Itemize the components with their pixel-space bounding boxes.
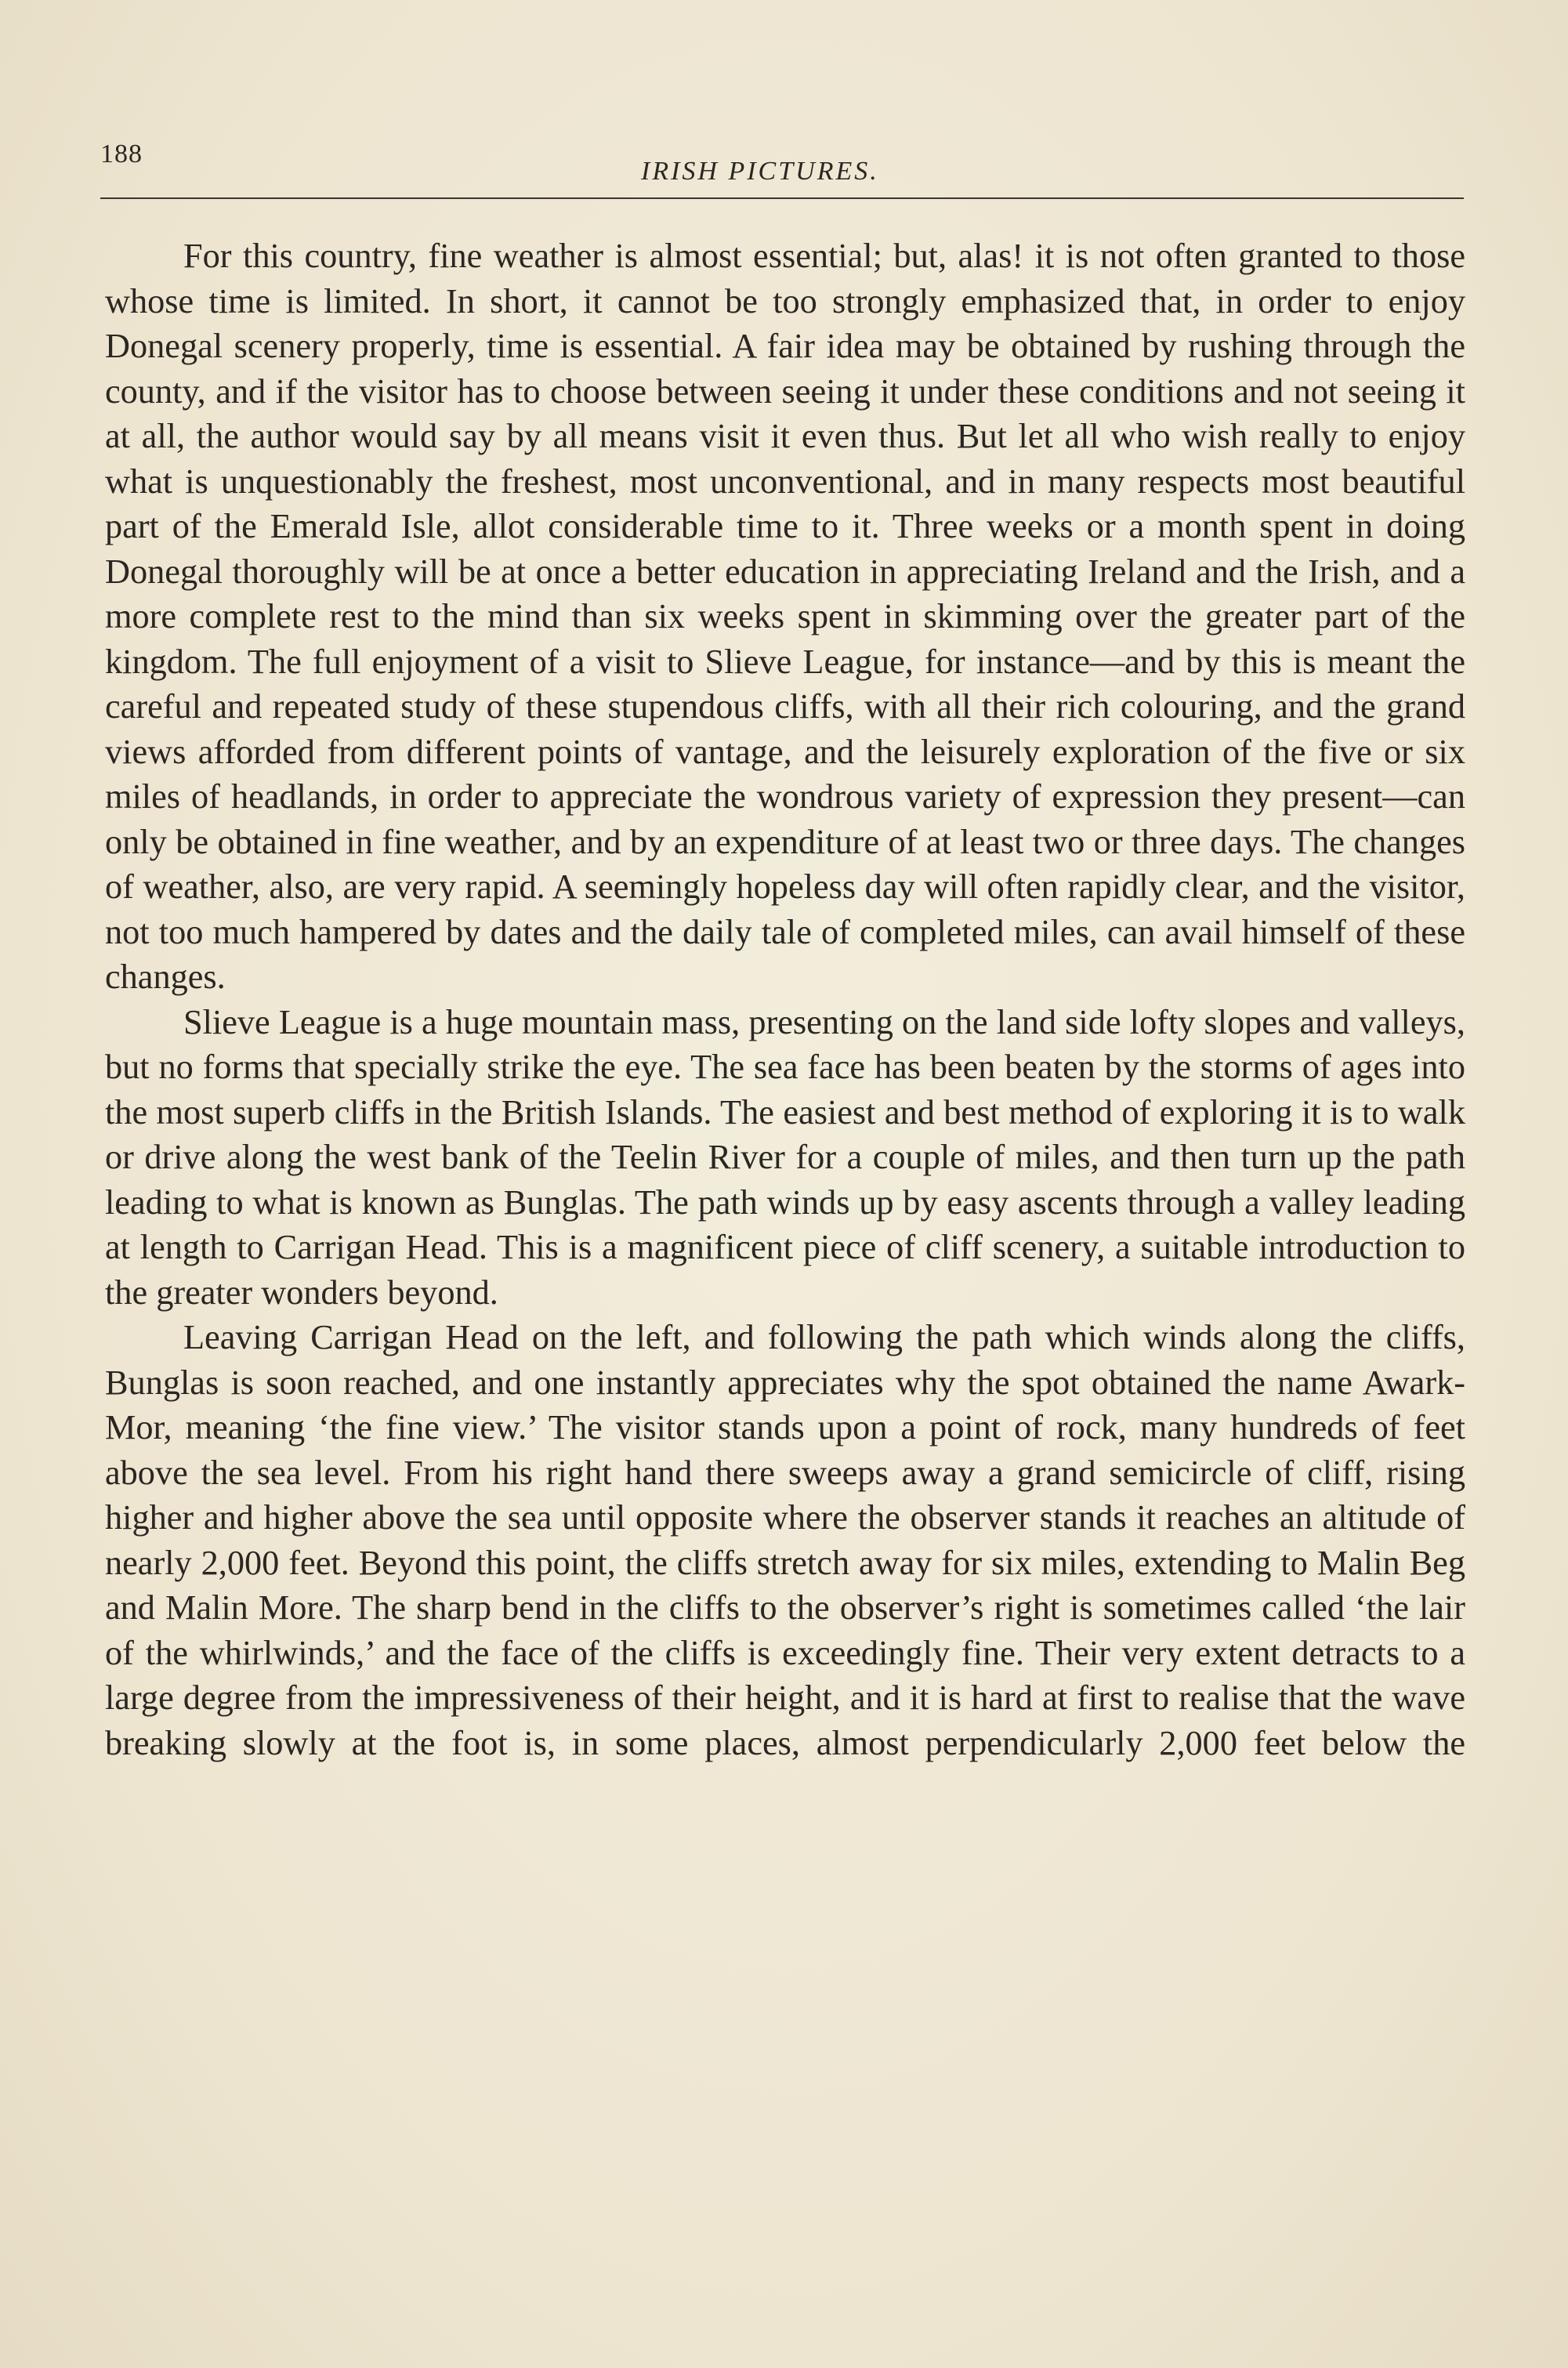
paragraph-carrigan-head: Leaving Carrigan Head on the left, and following the path which winds along the cliffs, Bunglas is soon reached, and one instantly appreciates why the spot obtained the name Awark-Mor, meaning ‘the fine view.’ The visitor stands upon a point of rock, many hundreds of feet above the sea level. From his right hand there sweeps away a grand semicircle of cliff, rising higher and higher above the sea until opposite where the observer stands it reaches an altitude of nearly 2,000 feet. Beyond this point, the cliffs stretch away for six miles, extending to Malin Beg and Malin More. The sharp bend in the cliffs to the observer’s right is sometimes called ‘the lair of the whirlwinds,’ and the face of the cliffs is exceedingly fine. Their very extent detracts to a large degree from the impressiveness of their height, and it is hard at first to realise that the wave breaking slowly at the foot is, in some places, almost perpendicularly 2,000 feet below the: [105, 1318, 1465, 1762]
paragraph-fine-weather: For this country, fine weather is almost essential; but, alas! it is not often granted to those whose time is limited. In short, it cannot be too strongly emphasized that, in order to enjoy Donegal scenery properly, time is essential. A fair idea may be obtained by rushing through the county, and if the visitor has to choose between seeing it under these conditions and not seeing it at all, the author would say by all means visit it even thus. But let all who wish really to enjoy what is unquestionably the freshest, most unconventional, and in many respects most beautiful part of the Emerald Isle, allot considerable time to it. Three weeks or a month spent in doing Donegal thoroughly will be at once a better education in appreciating Ireland and the Irish, and a more complete rest to the mind than six weeks spent in skimming over the greater part of the kingdom. The full enjoyment of a visit to Slieve League, for instance—and by this is meant the careful and repeated study of these stupendous cliffs, with all their rich colouring, and the grand views afforded from different points of vantage, and the leisurely exploration of the five or six miles of headlands, in order to appreciate the wondrous variety of expression they present—can only be obtained in fine weather, and by an expenditure of at least two or three days. The changes of weather, also, are very rapid. A seemingly hopeless day will often rapidly clear, and the visitor, not too much hampered by dates and the daily tale of completed miles, can avail himself of these changes.: [105, 237, 1465, 996]
paragraph-slieve-league: Slieve League is a huge mountain mass, presenting on the land side lofty slopes and valleys, but no forms that specially strike the eye. The sea face has been beaten by the storms of ages into the most superb cliffs in the British Islands. The easiest and best method of exploring it is to walk or drive along the west bank of the Teelin River for a couple of miles, and then turn up the path leading to what is known as Bunglas. The path winds up by easy ascents through a valley leading at length to Carrigan Head. This is a magnificent piece of cliff scenery, a suitable introduction to the greater wonders beyond.: [105, 1002, 1465, 1312]
page-header: [100, 133, 1464, 196]
running-title: IRISH PICTURES.: [641, 157, 879, 186]
body-text: [105, 234, 1465, 1765]
page-number: 188: [100, 139, 143, 168]
header-rule: [100, 197, 1464, 199]
